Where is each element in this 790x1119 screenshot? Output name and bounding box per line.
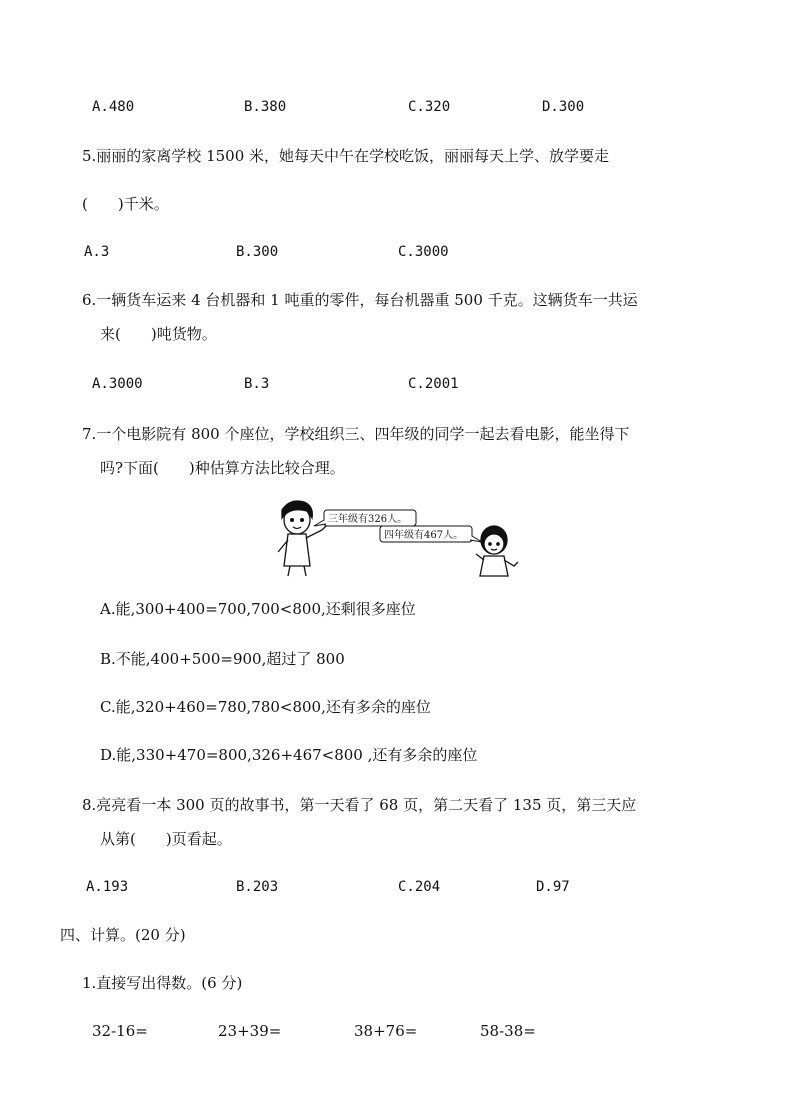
- expr-4: 58-38=: [480, 1022, 536, 1040]
- students-illustration: [270, 496, 524, 578]
- section4-heading: 四、计算。(20 分): [60, 926, 186, 944]
- q5-text-line1: 5.丽丽的家离学校 1500 米，她每天中午在学校吃饭，丽丽每天上学、放学要走: [82, 147, 610, 165]
- girl-figure: [476, 526, 518, 576]
- q8-text-line1: 8.亮亮看一本 300 页的故事书，第一天看了 68 页，第二天看了 135 页，第三天应: [82, 796, 637, 814]
- expr-1: 32-16=: [92, 1022, 148, 1040]
- q4-option-a: A.480: [92, 99, 135, 115]
- q6-option-a: A.3000: [92, 376, 143, 392]
- q4-option-b: B.380: [244, 99, 287, 115]
- q6-text-line1: 6.一辆货车运来 4 台机器和 1 吨重的零件，每台机器重 500 千克。这辆货车一共运: [82, 291, 638, 309]
- q7-option-d: D.能,330+470=800,326+467<800 ,还有多余的座位: [100, 746, 478, 764]
- q6-option-c: C.2001: [408, 376, 459, 392]
- q8-option-b: B.203: [236, 879, 279, 895]
- q5-option-a: A.3: [84, 244, 110, 260]
- q8-option-a: A.193: [86, 879, 129, 895]
- q7-text-line2: 吗?下面( )种估算方法比较合理。: [100, 459, 345, 477]
- q6-option-b: B.3: [244, 376, 270, 392]
- q8-option-d: D.97: [536, 879, 570, 895]
- q4-option-c: C.320: [408, 99, 451, 115]
- q5-text-line2: ( )千米。: [82, 195, 169, 213]
- q6-text-line2: 来( )吨货物。: [100, 325, 217, 343]
- q8-option-c: C.204: [398, 879, 441, 895]
- q4-option-d: D.300: [542, 99, 585, 115]
- q8-text-line2: 从第( )页看起。: [100, 830, 232, 848]
- q7-option-b: B.不能,400+500=900,超过了 800: [100, 650, 345, 668]
- q7-text-line1: 7.一个电影院有 800 个座位，学校组织三、四年级的同学一起去看电影，能坐得下: [82, 425, 630, 443]
- expr-3: 38+76=: [354, 1022, 418, 1040]
- q7-option-c: C.能,320+460=780,780<800,还有多余的座位: [100, 698, 431, 716]
- q5-option-c: C.3000: [398, 244, 449, 260]
- boy-figure: [278, 501, 326, 576]
- speech-bubble-grade4-text: 四年级有467人。: [384, 530, 464, 541]
- speech-bubble-grade3-text: 三年级有326人。: [328, 514, 408, 525]
- expr-2: 23+39=: [218, 1022, 282, 1040]
- q5-option-b: B.300: [236, 244, 279, 260]
- speech-bubble-grade3: [314, 510, 416, 526]
- section4-sub1: 1.直接写出得数。(6 分): [82, 974, 243, 992]
- q7-option-a: A.能,300+400=700,700<800,还剩很多座位: [100, 600, 416, 618]
- speech-bubble-grade4: [380, 526, 482, 542]
